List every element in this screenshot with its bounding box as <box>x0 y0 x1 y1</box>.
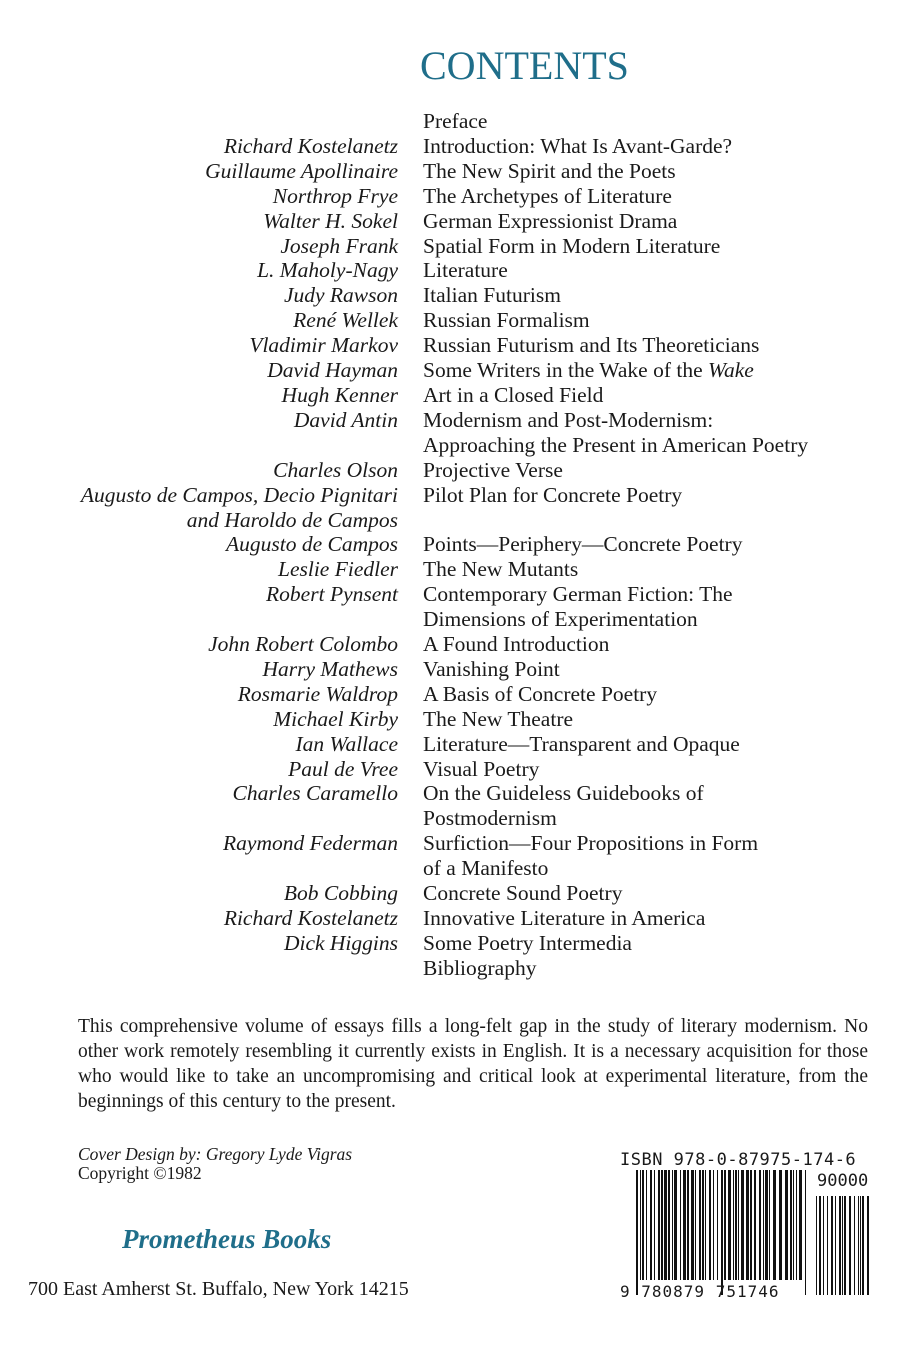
toc-entry <box>0 383 907 408</box>
entry-author: Vladimir Markov <box>249 333 398 358</box>
addon-bar <box>839 1196 841 1295</box>
barcode-bar <box>728 1170 731 1280</box>
barcode-bar <box>687 1170 689 1280</box>
entry-title <box>423 781 704 831</box>
addon-bar <box>862 1196 864 1295</box>
ean-digits: 9 780879 751746 <box>620 1282 780 1301</box>
publisher-name: Prometheus Books <box>122 1224 332 1254</box>
entry-title-text: Concrete Sound Poetry <box>423 881 623 906</box>
barcode-bar <box>790 1170 792 1280</box>
addon-bar <box>819 1196 821 1295</box>
entry-title <box>423 159 676 184</box>
entry-title <box>423 682 657 707</box>
entry-title <box>423 707 573 732</box>
entry-title <box>423 657 560 682</box>
toc-entry <box>0 781 907 831</box>
barcode-bar <box>717 1170 718 1280</box>
entry-author: Charles Olson <box>273 457 398 482</box>
entry-title <box>423 383 603 408</box>
addon-bar <box>816 1196 817 1295</box>
entry-author: Rosmarie Waldrop <box>237 681 398 706</box>
entry-title <box>423 483 682 533</box>
entry-title-text: Literature <box>423 258 508 283</box>
toc-entry <box>0 906 907 931</box>
entry-title <box>423 408 808 458</box>
entry-author: Raymond Federman <box>223 831 398 856</box>
entry-title <box>423 458 563 483</box>
toc-entry <box>0 707 907 732</box>
toc-entry <box>0 682 907 707</box>
isbn-text: ISBN 978-0-87975-174-6 <box>620 1150 857 1170</box>
toc-entry <box>0 209 907 234</box>
entry-title-text: Some Writers in the Wake of the <box>423 358 709 383</box>
entry-title <box>423 184 672 209</box>
entry-author: Paul de Vree <box>288 756 398 781</box>
barcode-bar <box>658 1170 660 1280</box>
toc-entry <box>0 483 907 533</box>
toc-entry <box>0 732 907 757</box>
toc-entry <box>0 657 907 682</box>
entry-author: John Robert Colombo <box>208 632 398 657</box>
barcode-bar <box>746 1170 749 1280</box>
barcode-bar <box>661 1170 663 1280</box>
entry-author: Harry Mathews <box>262 656 398 681</box>
toc-entry <box>0 881 907 906</box>
entry-author: Guillaume Apollinaire <box>205 158 398 183</box>
addon-bar <box>858 1196 859 1295</box>
entry-title-text: Projective Verse <box>423 457 563 482</box>
entry-title-italic: Wake <box>708 358 754 383</box>
entry-title-text: Surfiction—Four Propositions in Form of a Manifesto <box>423 831 759 881</box>
barcode-bar <box>642 1170 644 1280</box>
entry-title <box>423 956 536 981</box>
addon-bar <box>860 1196 861 1295</box>
barcode-bar <box>769 1170 770 1280</box>
entry-title <box>423 532 742 557</box>
entry-title-text: The New Spirit and the Poets <box>423 158 676 183</box>
table-of-contents <box>0 109 907 981</box>
entry-title <box>423 732 740 757</box>
toc-entry <box>0 931 907 956</box>
entry-title <box>423 333 759 358</box>
credits <box>78 1145 352 1183</box>
barcode-bar <box>724 1170 726 1280</box>
barcode-bar <box>750 1170 752 1280</box>
toc-entry <box>0 458 907 483</box>
barcode-bar <box>691 1170 694 1280</box>
entry-title-text: Modernism and Post-Modernism: Approaching the Present in American Poetry <box>423 407 809 457</box>
addon-bar <box>835 1196 836 1295</box>
entry-title-text: Russian Formalism <box>423 308 590 333</box>
barcode-bar <box>695 1170 696 1280</box>
entry-title <box>423 906 705 931</box>
entry-author: René Wellek <box>293 308 398 333</box>
barcode-bar <box>721 1170 723 1295</box>
publisher-address: 700 East Amherst St. Buffalo, New York 14215 <box>28 1278 409 1300</box>
barcode-bar <box>733 1170 734 1280</box>
entry-title <box>423 557 578 582</box>
entry-author: David Antin <box>293 407 398 432</box>
entry-title <box>423 757 539 782</box>
entry-author: L. Maholy-Nagy <box>257 258 398 283</box>
cover-design-credit: Cover Design by: Gregory Lyde Vigras <box>78 1144 353 1164</box>
entry-author: Hugh Kenner <box>281 382 398 407</box>
toc-entry <box>0 184 907 209</box>
toc-entry <box>0 308 907 333</box>
copyright-notice: Copyright ©1982 <box>78 1163 202 1183</box>
barcode-bar <box>738 1170 739 1280</box>
entry-title <box>423 258 508 283</box>
entry-title-text: Contemporary German Fiction: The Dimensions of Experimentation <box>423 582 733 632</box>
entry-title <box>423 931 632 956</box>
entry-title-text: Spatial Form in Modern Literature <box>423 233 721 258</box>
entry-title-text: Bibliography <box>423 955 537 980</box>
toc-entry <box>0 358 907 383</box>
toc-entry <box>0 134 907 159</box>
entry-title-text: Vanishing Point <box>423 656 560 681</box>
entry-author: Augusto de Campos <box>226 532 398 557</box>
barcode <box>636 1170 872 1300</box>
entry-author: Ian Wallace <box>295 731 398 756</box>
barcode-bar <box>805 1170 806 1295</box>
entry-author: Richard Kostelanetz <box>223 133 398 158</box>
addon-bar <box>823 1196 824 1295</box>
barcode-bar <box>763 1170 764 1280</box>
addon-bar <box>842 1196 843 1295</box>
toc-entry <box>0 109 907 134</box>
entry-title <box>423 308 590 333</box>
entry-title-text: Italian Futurism <box>423 283 561 308</box>
addon-bar <box>867 1196 869 1295</box>
barcode-bar <box>796 1170 797 1280</box>
barcode-bar <box>699 1170 701 1280</box>
barcode-bar <box>705 1170 706 1280</box>
barcode-bar <box>672 1170 673 1280</box>
entry-title-text: Innovative Literature in America <box>423 906 706 930</box>
toc-entry <box>0 582 907 632</box>
toc-entry <box>0 632 907 657</box>
barcode-bar <box>674 1170 677 1280</box>
addon-bar <box>827 1196 828 1295</box>
entry-title <box>423 358 754 383</box>
entry-title-text: German Expressionist Drama <box>423 208 678 233</box>
barcode-bar <box>650 1170 652 1280</box>
toc-entry <box>0 831 907 881</box>
barcode-bar <box>799 1170 802 1280</box>
entry-title-text: Visual Poetry <box>423 756 540 781</box>
barcode-bar <box>668 1170 670 1280</box>
barcode-bar <box>785 1170 788 1280</box>
entry-title-text: Pilot Plan for Concrete Poetry <box>423 482 683 507</box>
entry-title-text: The Archetypes of Literature <box>423 183 672 208</box>
barcode-bar <box>765 1170 768 1280</box>
entry-author: Judy Rawson <box>283 283 398 308</box>
barcode-bar <box>735 1170 737 1280</box>
entry-author <box>0 109 398 134</box>
entry-title-text: Some Poetry Intermedia <box>423 930 632 955</box>
toc-entry <box>0 159 907 184</box>
toc-entry <box>0 557 907 582</box>
entry-title-text: The New Theatre <box>423 706 574 731</box>
entry-title-text: Preface <box>423 109 488 133</box>
entry-author: Leslie Fiedler <box>277 557 398 582</box>
entry-author: Walter H. Sokel <box>263 208 398 233</box>
entry-author: Charles Caramello <box>232 781 398 806</box>
barcode-bar <box>640 1170 641 1280</box>
addon-bar <box>831 1196 833 1295</box>
contents-heading: CONTENTS <box>420 43 629 88</box>
entry-title-text: A Found Introduction <box>423 632 610 657</box>
addon-bar <box>854 1196 855 1295</box>
addon-bar <box>844 1196 846 1295</box>
barcode-bar <box>713 1170 714 1280</box>
barcode-bar <box>779 1170 782 1280</box>
entry-title-text: Art in a Closed Field <box>423 382 604 407</box>
toc-entry <box>0 408 907 458</box>
entry-title-text: A Basis of Concrete Poetry <box>423 681 658 706</box>
toc-entry <box>0 333 907 358</box>
entry-author: Dick Higgins <box>283 930 398 955</box>
entry-title-text: On the Guideless Guidebooks of Postmodernism <box>423 781 704 831</box>
entry-title <box>423 209 677 234</box>
barcode-bar <box>793 1170 794 1280</box>
entry-author: Joseph Frank <box>280 233 398 258</box>
entry-author: Michael Kirby <box>273 706 398 731</box>
entry-author: Augusto de Campos, Decio Pignitari and Haroldo de Campos <box>80 482 398 532</box>
entry-author: Bob Cobbing <box>283 881 398 906</box>
toc-entry <box>0 234 907 259</box>
barcode-bar <box>683 1170 686 1280</box>
price-code: 90000 <box>817 1171 869 1191</box>
entry-author: Northrop Frye <box>272 183 398 208</box>
barcode-bar <box>741 1170 744 1280</box>
entry-title-text: Introduction: What Is Avant-Garde? <box>423 133 733 158</box>
entry-title <box>423 234 720 259</box>
toc-entry <box>0 283 907 308</box>
toc-entry <box>0 532 907 557</box>
entry-title-text: Literature—Transparent and Opaque <box>423 731 740 756</box>
barcode-bar <box>664 1170 667 1280</box>
entry-author: Richard Kostelanetz <box>223 906 398 930</box>
barcode-bar <box>759 1170 761 1280</box>
barcode-bar <box>709 1170 711 1280</box>
entry-author: David Hayman <box>267 358 398 383</box>
toc-entry <box>0 956 907 981</box>
barcode-bar <box>636 1170 638 1295</box>
barcode-bar <box>654 1170 655 1280</box>
barcode-bar <box>754 1170 756 1280</box>
entry-title <box>423 582 733 632</box>
entry-title <box>423 109 487 134</box>
entry-title-text: The New Mutants <box>423 557 579 582</box>
barcode-bar <box>773 1170 776 1280</box>
entry-title <box>423 134 732 159</box>
entry-title <box>423 283 561 308</box>
entry-title-text: Russian Futurism and Its Theoreticians <box>423 333 760 358</box>
entry-title <box>423 831 758 881</box>
barcode-bar <box>680 1170 681 1280</box>
barcode-bar <box>646 1170 647 1280</box>
entry-title <box>423 632 609 657</box>
description-paragraph: This comprehensive volume of essays fills a long-felt gap in the study of literary modernism. No other work remotely resembling it currently exists in English. It is a necessary acquisition for those who would like to take an uncompromising and critical look at experimental literature, from the beginnings of this century to the present. <box>78 1016 868 1112</box>
toc-entry <box>0 757 907 782</box>
barcode-bar <box>702 1170 704 1280</box>
entry-author: Robert Pynsent <box>266 582 398 607</box>
entry-title <box>423 881 622 906</box>
addon-bar <box>849 1196 851 1295</box>
entry-title-text: Points—Periphery—Concrete Poetry <box>423 532 743 557</box>
entry-author <box>0 956 398 981</box>
toc-entry <box>0 258 907 283</box>
